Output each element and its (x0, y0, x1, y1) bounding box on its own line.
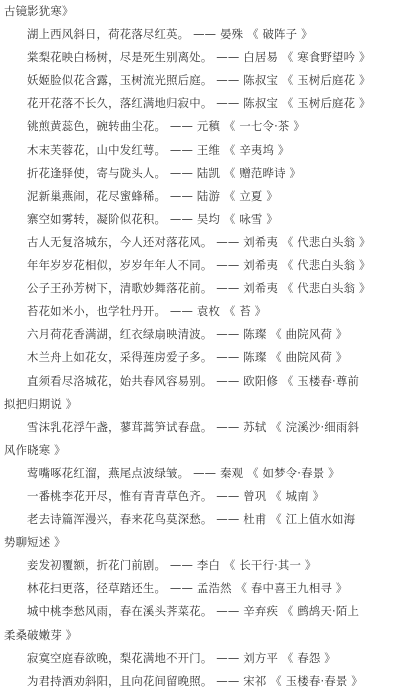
quote-line: 林花扫更落，径草踏还生。 —— 孟浩然 《 春中喜王九相寻 》 (27, 581, 348, 596)
quote-line-continuation: 风作晓寒 》 (4, 442, 66, 457)
quote-line: 雪沫乳花浮午盏，蓼茸蒿笋试春盘。 —— 苏轼 《 浣溪沙·细雨斜 (27, 419, 360, 434)
quote-line: 木兰舟上如花女，采得莲房爱子多。 —— 陈璨 《 曲院风荷 》 (27, 350, 348, 365)
quote-line: 一番桃李花开尽，惟有青青草色齐。 —— 曾巩 《 城南 》 (27, 488, 325, 503)
quote-line: 棠梨花映白杨树，尽是死生别离处。 —— 白居易 《 寒食野望吟 》 (27, 50, 371, 65)
quote-line: 六月荷花香满湖，红衣绿扇映清波。 —— 陈璨 《 曲院风荷 》 (27, 327, 348, 342)
quote-line: 妖姬脸似花含露，玉树流光照后庭。 —— 陈叔宝 《 玉树后庭花 》 (27, 73, 371, 88)
quote-line: 苔花如米小，也学牡丹开。 —— 袁枚 《 苔 》 (27, 304, 267, 319)
quote-line-continuation: 柔桑破嫩芽 》 (4, 627, 78, 642)
quote-line: 古镜影犹寒》 (4, 4, 74, 18)
quote-line: 为君持酒劝斜阳，且向花间留晚照。 —— 宋祁 《 玉楼春·春景 》 (27, 673, 363, 688)
quote-line: 寨空如雾转，凝阶似花积。 —— 吴均 《 咏雪 》 (27, 211, 278, 226)
quote-line: 年年岁岁花相似，岁岁年年人不同。 —— 刘希夷 《 代悲白头翁 》 (27, 258, 371, 273)
quote-line: 公子王孙芳树下，清歌妙舞落花前。 —— 刘希夷 《 代悲白头翁 》 (27, 281, 371, 296)
quote-line: 莺嘴啄花红溜，燕尾点波绿皱。 —— 秦观 《 如梦令·春景 》 (27, 465, 340, 480)
quote-line: 湖上西风斜日，荷花落尽红英。 —— 晏殊 《 破阵子 》 (27, 27, 313, 42)
quote-line-continuation: 势聊短述 》 (4, 535, 66, 550)
quote-line: 寂寞空庭春欲晚，梨花满地不开门。 —— 刘方平 《 春怨 》 (27, 650, 336, 665)
quote-line-continuation: 拟把归期说 》 (4, 396, 78, 411)
quote-line: 泥新巢燕闹，花尽蜜蜂稀。 —— 陆游 《 立夏 》 (27, 188, 278, 203)
quote-line: 花开花落不长久，落红满地归寂中。 —— 陈叔宝 《 玉树后庭花 》 (27, 96, 371, 111)
quote-line: 城中桃李愁风雨，春在溪头荠菜花。 —— 辛弃疾 《 鹧鸪天·陌上 (27, 604, 360, 619)
quote-line: 古人无复洛城东，今人还对落花风。 —— 刘希夷 《 代悲白头翁 》 (27, 234, 371, 249)
quote-line: 直须看尽洛城花，始共春风容易别。 —— 欧阳修 《 玉楼春·尊前 (27, 373, 360, 388)
quote-line: 妾发初覆额，折花门前剧。 —— 李白 《 长干行·其一 》 (27, 558, 317, 573)
quote-line: 铫煎黄蕊色，碗转曲尘花。 —— 元稹 《 一七令·茶 》 (27, 119, 305, 134)
quote-line: 折花逢驿使，寄与陇头人。 —— 陆凯 《 赠范晔诗 》 (27, 165, 302, 180)
quote-line: 老去诗篇浑漫兴，春来花鸟莫深愁。 —— 杜甫 《 江上值水如海 (27, 512, 356, 527)
quote-line: 木末芙蓉花，山中发红萼。 —— 王维 《 辛夷坞 》 (27, 142, 290, 157)
